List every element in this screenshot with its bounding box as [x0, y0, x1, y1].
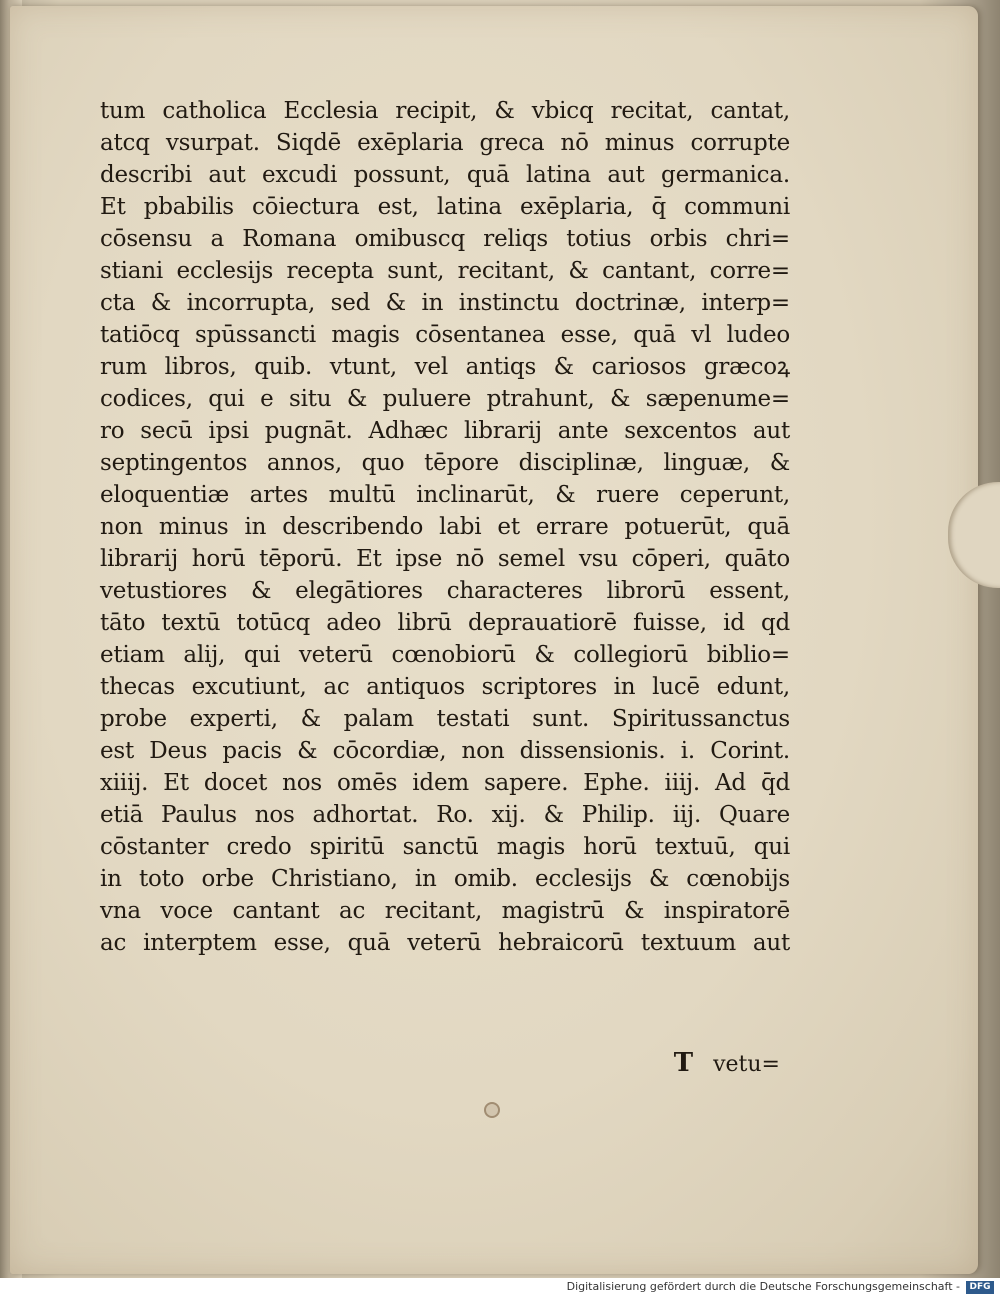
text-line: probe experti, & palam testati sunt. Spiritussanctus — [100, 706, 790, 732]
dfg-logo: DFG — [966, 1281, 994, 1294]
text-line: septingentos annos, quo tēpore disciplinæ, linguæ, & — [100, 450, 790, 476]
text-line: Et pbabilis cōiectura est, latina exēplaria, q̄ communi — [100, 194, 790, 220]
text-line: stiani ecclesijs recepta sunt, recitant, & cantant, corre= — [100, 258, 790, 284]
text-line: codices, qui e situ & puluere ptrahunt, & sæpenume= — [100, 386, 790, 412]
paper-hole — [484, 1102, 500, 1118]
text-line: tum catholica Ecclesia recipit, & vbicq recitat, cantat, — [100, 98, 790, 124]
text-line: cta & incorrupta, sed & in instinctu doctrinæ, interp= — [100, 290, 790, 316]
text-line: describi aut excudi possunt, quā latina aut germanica. — [100, 162, 790, 188]
page-footer-marks — [100, 1048, 780, 1078]
text-line: ro secū ipsi pugnāt. Adhæc librarij ante sexcentos aut — [100, 418, 790, 444]
text-line: ac interptem esse, quā veterū hebraicorū textuum aut — [100, 930, 790, 956]
text-line: cōsensu a Romana omibuscq reliqs totius orbis chri= — [100, 226, 790, 252]
text-line: vna voce cantant ac recitant, magistrū & inspiratorē — [100, 898, 790, 924]
text-line: tatiōcq spūssancti magis cōsentanea esse, quā vl ludeo — [100, 322, 790, 348]
text-line: etiā Paulus nos adhortat. Ro. xij. & Philip. iij. Quare — [100, 802, 790, 828]
digitization-footer — [0, 1278, 1000, 1297]
text-line: tāto textū totūcq adeo librū deprauatiorē fuisse, id qd — [100, 610, 790, 636]
text-line: non minus in describendo labi et errare potuerūt, quā — [100, 514, 790, 540]
text-line: atcq vsurpat. Siqdē exēplaria greca nō minus corrupte — [100, 130, 790, 156]
catchword: vetu= — [713, 1052, 780, 1077]
funding-credit: Digitalisierung gefördert durch die Deutsche Forschungsgemeinschaft - — [566, 1280, 960, 1293]
text-line: xiiij. Et docet nos omēs idem sapere. Ephe. iiij. Ad q̄d — [100, 770, 790, 796]
signature-mark: T — [673, 1048, 694, 1078]
text-line: librarij horū tēporū. Et ipse nō semel vsu cōperi, quāto — [100, 546, 790, 572]
text-line: etiam alij, qui veterū cœnobiorū & collegiorū biblio= — [100, 642, 790, 668]
text-line: est Deus pacis & cōcordiæ, non dissensionis. i. Corint. — [100, 738, 790, 764]
text-line: in toto orbe Christiano, in omib. ecclesijs & cœnobijs — [100, 866, 790, 892]
text-line: thecas excutiunt, ac antiquos scriptores in lucē edunt, — [100, 674, 790, 700]
text-line: cōstanter credo spiritū sanctū magis horū textuū, qui — [100, 834, 790, 860]
body-text — [100, 95, 790, 959]
text-line: eloquentiæ artes multū inclinarūt, & ruere ceperunt, — [100, 482, 790, 508]
text-line: vetustiores & elegātiores characteres librorū essent, — [100, 578, 790, 604]
text-line: rum libros, quib. vtunt, vel antiqs & cariosos græcoꝝ — [100, 354, 790, 380]
